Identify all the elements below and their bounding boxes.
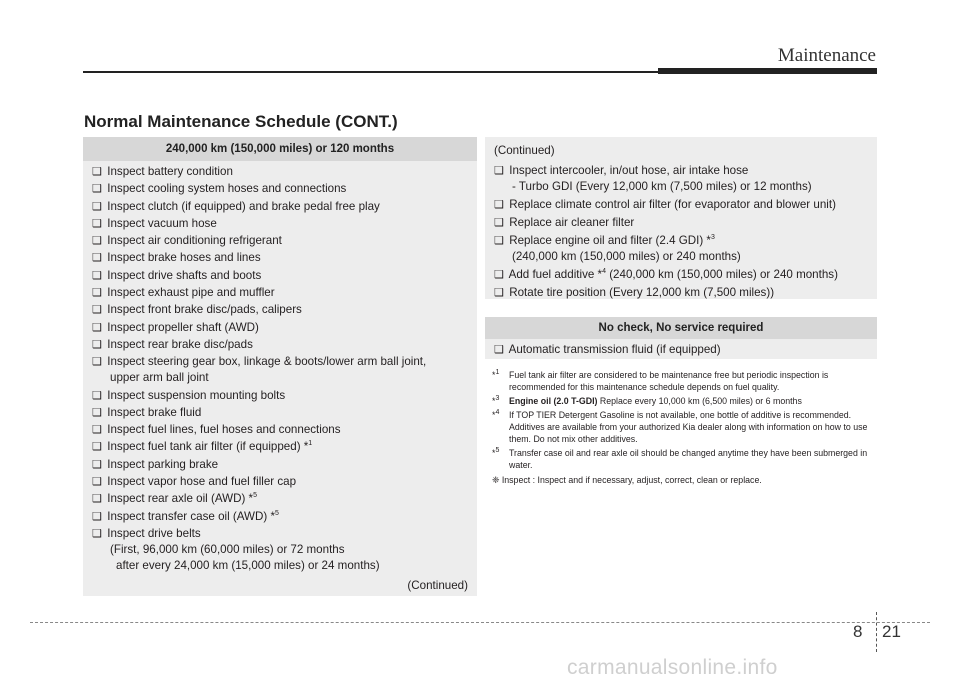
checkbox-icon: ❑ <box>92 183 102 196</box>
continued-label: (Continued) <box>407 579 468 592</box>
chapter-number: 8 <box>853 622 863 641</box>
schedule-continued-box <box>485 137 877 299</box>
list-item: ❑ Inspect cooling system hoses and connections <box>92 182 347 196</box>
checkbox-icon: ❑ <box>92 424 102 437</box>
continued-heading: (Continued) <box>494 144 555 157</box>
schedule-240k-heading: 240,000 km (150,000 miles) or 120 months <box>83 137 477 161</box>
no-check-heading: No check, No service required <box>485 317 877 339</box>
checkbox-icon: ❑ <box>494 235 504 247</box>
footnote-3: *$^3$ Engine oil (2.0 T-GDI) Replace every 10,000 km (6,500 miles) or 6 months <box>492 395 802 406</box>
list-item: ❑ Inspect front brake disc/pads, calipers <box>92 303 302 317</box>
footnote-5: *$^5$ Transfer case oil and rear axle oil should be changed anytime they have been submerged in water. <box>492 447 868 470</box>
list-item: ❑ Inspect drive belts (First, 96,000 km (60,000 miles) or 72 months after every 24,000 km (15,000 miles) or 24 months) <box>92 526 380 572</box>
inspect-legend: ❈ Inspect : Inspect and if necessary, adjust, correct, clean or replace. <box>492 475 762 485</box>
footnote-4: *$^4$ If TOP TIER Detergent Gasoline is not available, one bottle of additive is recommended. Additives are available from your authorized Kia dealer along with information on how to use them. Do not mix other additives. <box>492 409 868 444</box>
list-item: ❑ Inspect steering gear box, linkage & boots/lower arm ball joint, upper arm ball joint <box>92 355 427 385</box>
list-item: ❑ Replace air cleaner filter <box>494 216 635 229</box>
list-item: ❑ Inspect fuel lines, fuel hoses and connections <box>92 423 341 437</box>
checkbox-icon: ❑ <box>92 269 102 282</box>
schedule-240k-box <box>83 137 477 596</box>
list-item: ❑ Inspect rear axle oil (AWD) *$^5$ <box>92 492 257 506</box>
list-item: ❑ Inspect brake fluid <box>92 405 202 419</box>
list-item: ❑ Inspect brake hoses and lines <box>92 251 261 265</box>
list-item: ❑ Inspect suspension mounting bolts <box>92 388 286 402</box>
checkbox-icon: ❑ <box>494 344 504 356</box>
checkbox-icon: ❑ <box>92 476 102 489</box>
no-check-box <box>485 317 877 359</box>
list-item: ❑ Automatic transmission fluid (if equipped) <box>494 343 721 356</box>
list-item: ❑ Inspect vapor hose and fuel filler cap <box>92 475 297 489</box>
list-item: ❑ Inspect intercooler, in/out hose, air intake hose - Turbo GDI (Every 12,000 km (7,500 miles) or 12 months) <box>494 164 812 193</box>
list-item: ❑ Replace climate control air filter (for evaporator and blower unit) <box>494 198 836 211</box>
checkbox-icon: ❑ <box>92 493 102 506</box>
list-item: ❑ Inspect vacuum hose <box>92 216 217 230</box>
checkbox-icon: ❑ <box>92 304 102 317</box>
list-item: ❑ Inspect clutch (if equipped) and brake pedal free play <box>92 199 380 213</box>
checkbox-icon: ❑ <box>92 217 102 230</box>
checkbox-icon: ❑ <box>92 389 102 402</box>
section-title: Normal Maintenance Schedule (CONT.) <box>84 112 398 131</box>
checkbox-icon: ❑ <box>92 200 102 213</box>
checkbox-icon: ❑ <box>494 269 504 281</box>
page-number: 21 <box>882 622 901 641</box>
list-item: ❑ Inspect propeller shaft (AWD) <box>92 320 259 334</box>
checkbox-icon: ❑ <box>92 441 102 454</box>
checkbox-icon: ❑ <box>494 217 504 229</box>
list-item: ❑ Inspect air conditioning refrigerant <box>92 234 282 248</box>
checkbox-icon: ❑ <box>92 406 102 419</box>
header-rule-thin <box>83 71 658 73</box>
checkbox-icon: ❑ <box>92 510 102 523</box>
checkbox-icon: ❑ <box>92 321 102 334</box>
list-item: ❑ Inspect fuel tank air filter (if equipped) *$^1$ <box>92 440 313 454</box>
checkbox-icon: ❑ <box>92 166 102 178</box>
checkbox-icon: ❑ <box>92 235 102 248</box>
page-number-divider <box>876 612 877 652</box>
watermark: carmanualsonline.info <box>567 656 778 679</box>
checkbox-icon: ❑ <box>494 165 504 177</box>
footnotes <box>492 369 880 486</box>
checkbox-icon: ❑ <box>92 287 102 300</box>
list-item: ❑ Inspect parking brake <box>92 457 219 471</box>
checkbox-icon: ❑ <box>92 458 102 471</box>
checkbox-icon: ❑ <box>92 527 102 540</box>
list-item: ❑ Inspect rear brake disc/pads <box>92 337 253 351</box>
checkbox-icon: ❑ <box>92 252 102 265</box>
list-item: ❑ Replace engine oil and filter (2.4 GDI) *$^3$ (240,000 km (150,000 miles) or 240 months) <box>494 234 741 263</box>
checkbox-icon: ❑ <box>494 287 504 299</box>
list-item: ❑ Rotate tire position (Every 12,000 km (7,500 miles)) <box>494 286 775 299</box>
header-title: Maintenance <box>777 45 876 66</box>
checkbox-icon: ❑ <box>92 356 102 369</box>
list-item: ❑ Inspect battery condition <box>92 165 233 178</box>
list-item: ❑ Inspect drive shafts and boots <box>92 268 262 282</box>
checkbox-icon: ❑ <box>92 338 102 351</box>
list-item: ❑ Inspect exhaust pipe and muffler <box>92 286 275 300</box>
list-item: ❑ Add fuel additive *$^4$ (240,000 km (150,000 miles) or 240 months) <box>494 268 838 281</box>
footer-rule <box>30 622 930 623</box>
footnote-1: *$^1$ Fuel tank air filter are considered to be maintenance free but periodic inspection is recommended for this maintenance schedule depends on fuel quality. <box>492 369 829 392</box>
header-rule-thick <box>658 68 877 74</box>
list-item: ❑ Inspect transfer case oil (AWD) *$^5$ <box>92 509 279 523</box>
checkbox-icon: ❑ <box>494 199 504 211</box>
